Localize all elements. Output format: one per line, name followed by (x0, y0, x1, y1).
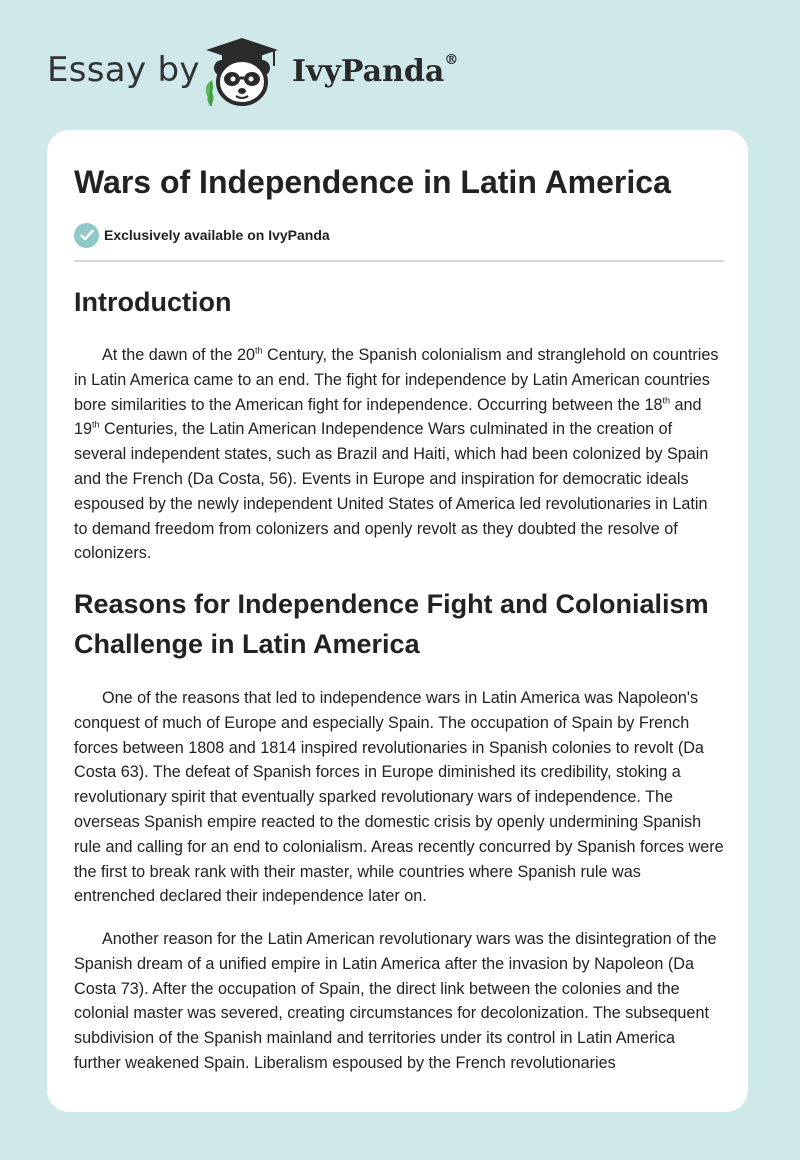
exclusive-badge (74, 222, 330, 248)
ordinal-suffix: th (255, 345, 263, 356)
title-divider (74, 260, 724, 262)
exclusive-badge-label: Exclusively available on IvyPanda (104, 227, 330, 243)
paragraph-text: and 19 (74, 395, 702, 439)
brand-name: IvyPanda (292, 54, 445, 89)
brand-logo-text[interactable] (292, 54, 458, 89)
paragraph-text: At the dawn of the 20 (102, 346, 255, 364)
essay-card (47, 130, 748, 1112)
section-heading-introduction: Introduction (74, 287, 232, 317)
ordinal-suffix: th (92, 420, 100, 430)
registered-mark: ® (444, 52, 459, 68)
paragraph-reasons-2: Another reason for the Latin American revolutionary wars was the disintegration of the Spanish dream of a unified empire in Latin America after the invasion by Napoleon (Da Costa 73). After the occupation of Spain, the direct link between the colonies and the colonial master was severed, creating circumstances for decolonization. The subsequent subdivision of the Spanish mainland and territories under its control in Latin America further weakened Spain. Liberalism espoused by the French revolutionaries (74, 930, 717, 1072)
site-header (0, 0, 800, 130)
panda-graduate-icon[interactable] (200, 36, 284, 108)
paragraph-text: Century, the Spanish colonialism and stranglehold on countries in Latin America came to an end. The fight for independence by Latin American countries bore similarities to the American fight for independence. Occurring between the 18 (74, 346, 719, 414)
paragraph-text: Centuries, the Latin American Independence Wars culminated in the creation of several independent states, such as Brazil and Haiti, which had been colonized by Spain and the French (Da Costa, 56). Events in Europe and inspiration for democratic ideals espoused by the newly independent United States of America led revolutionaries in Latin to demand freedom from colonizers and openly revolt as they doubted the resolve of colonizers. (74, 420, 709, 563)
essay-by-label: Essay by (47, 50, 200, 90)
check-icon (74, 223, 99, 248)
page-title: Wars of Independence in Latin America (74, 164, 671, 200)
ordinal-suffix: th (662, 395, 670, 406)
paragraph-reasons-1: One of the reasons that led to independence wars in Latin America was Napoleon's conquest of much of Europe and especially Spain. The occupation of Spain by French forces between 1808 and 1814 inspired revolutionaries in Spanish colonies to revolt (Da Costa 63). The defeat of Spanish forces in Europe diminished its credibility, stoking a revolutionary spirit that eventually sparked revolutionary wars of independence. The overseas Spanish empire reacted to the domestic crisis by openly undermining Spanish rule and calling for an end to colonialism. Areas recently concurred by Spanish forces were the first to break rank with their master, while countries where Spanish rule was entrenched declared their independence later on. (74, 689, 724, 906)
section-heading-reasons: Reasons for Independence Fight and Colonialism Challenge in Latin America (74, 589, 709, 659)
paragraph-introduction (74, 343, 724, 566)
